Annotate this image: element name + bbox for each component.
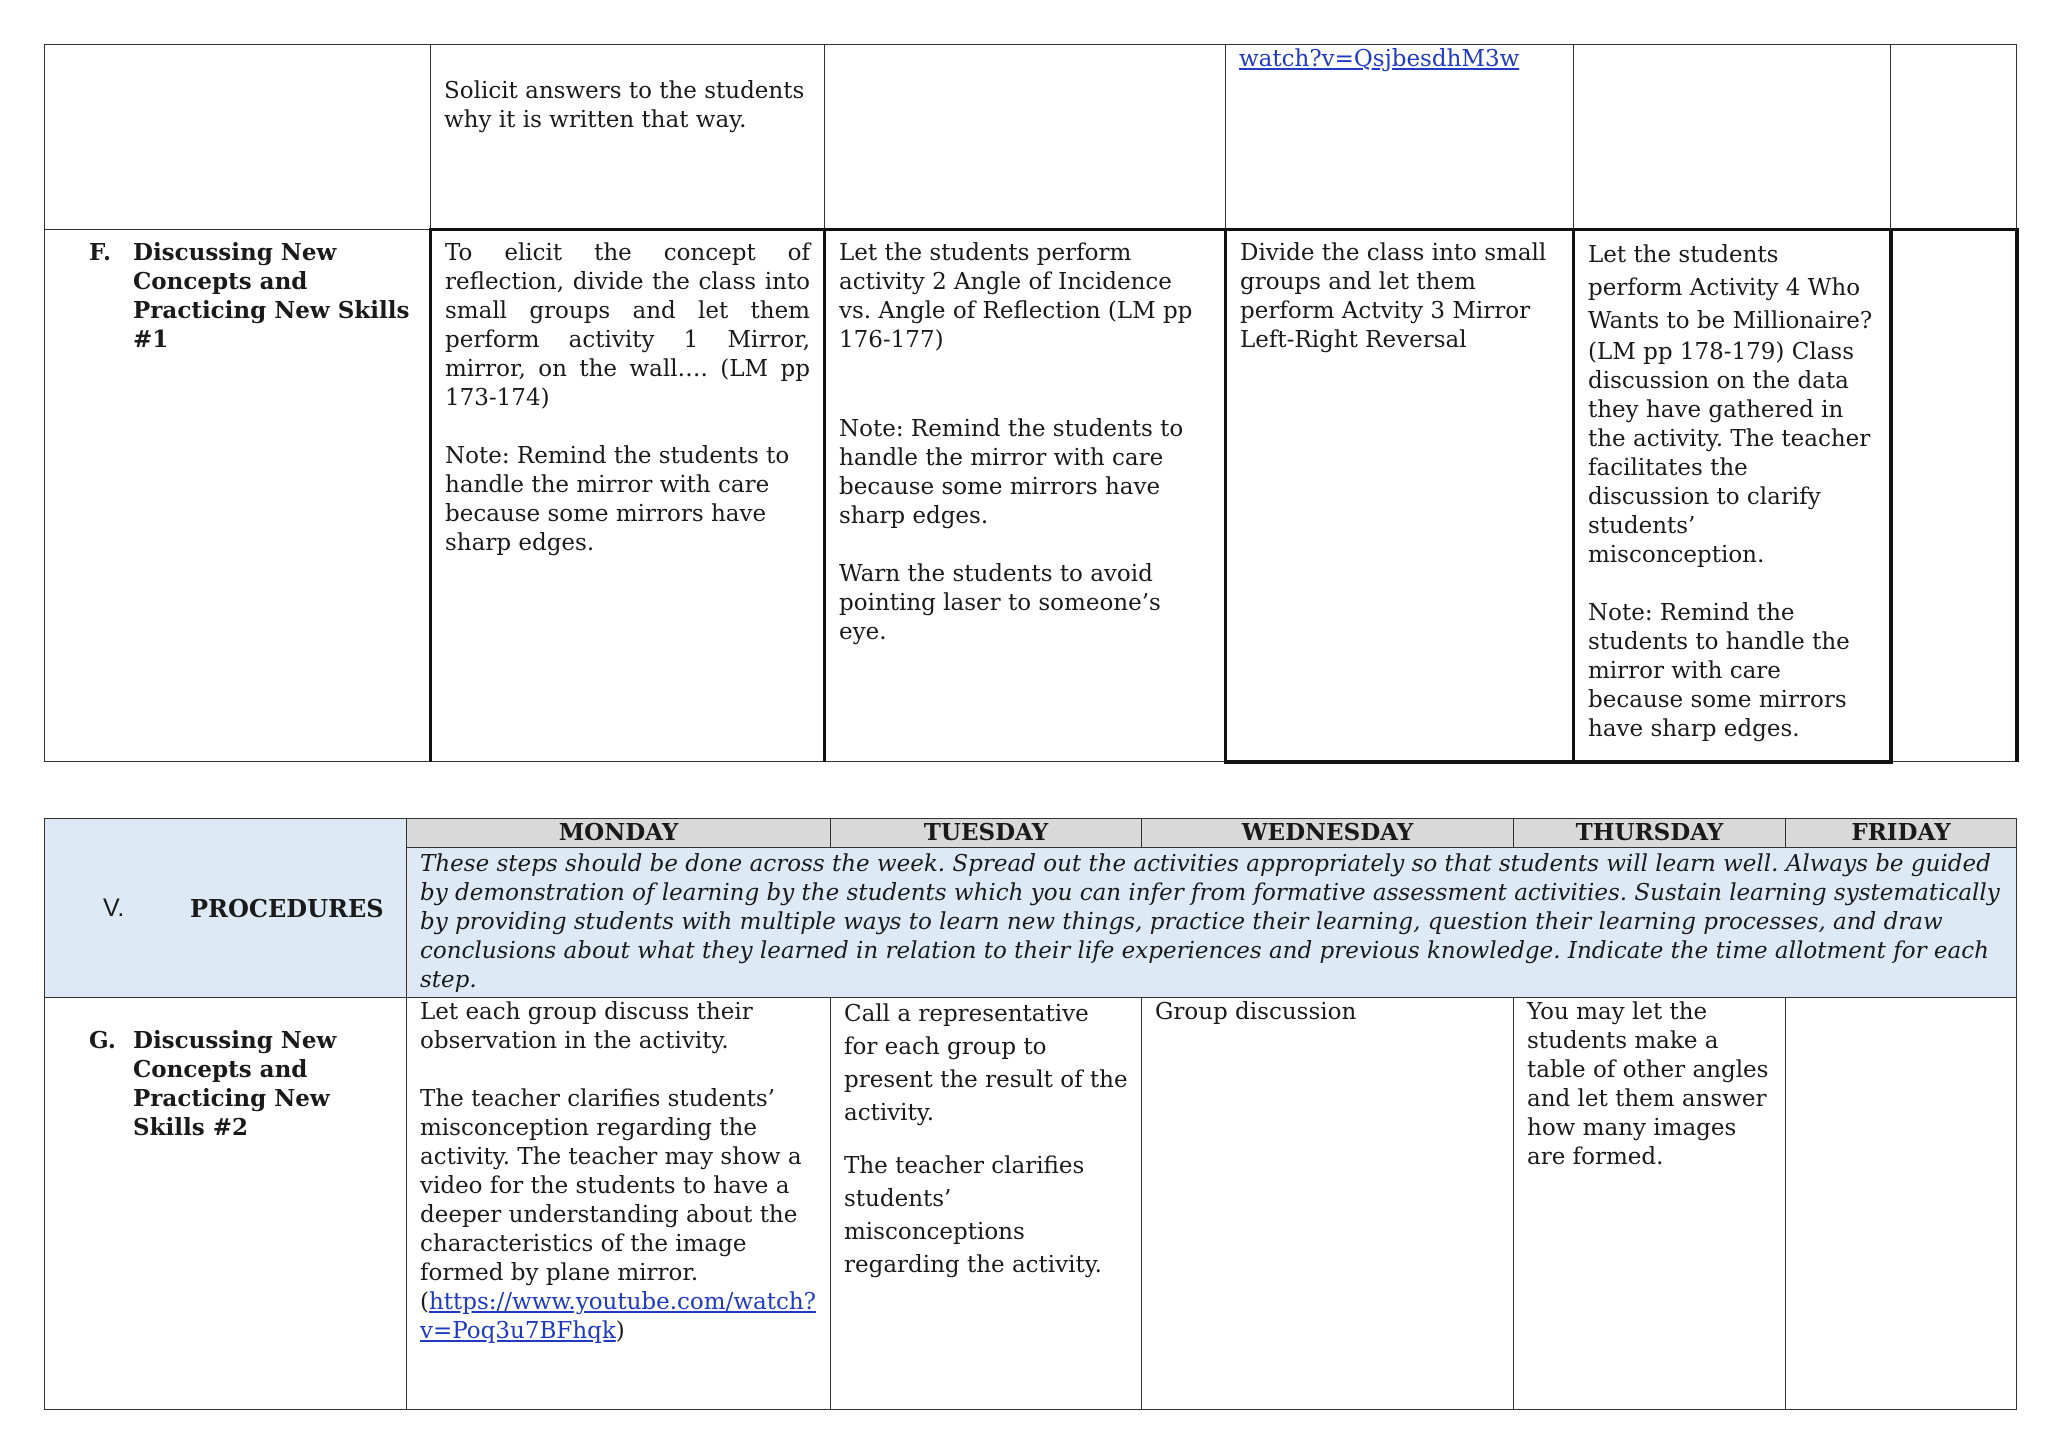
row-f-label-cell	[45, 230, 431, 762]
lesson-plan-table-top	[44, 44, 2019, 764]
row-e-wednesday-cell	[1226, 45, 1574, 230]
row-g-label	[45, 1026, 393, 1142]
row-f-monday-p2: Note: Remind the students to handle the mirror with care because some mirrors have sharp edges.	[445, 443, 790, 556]
row-f-tuesday-p3: Warn the students to avoid pointing laser to someone’s eye.	[839, 561, 1161, 645]
row-f-friday-cell	[1891, 230, 2017, 762]
row-g-title: Discussing New Concepts and Practicing New Skills #2	[133, 1027, 337, 1141]
table-row-g	[45, 998, 2017, 1410]
row-f-wednesday-p1: Divide the class into small groups and let them perform Actvity 3 Mirror Left-Right Reversal	[1240, 240, 1547, 353]
row-f-thursday-p1b: (LM pp 178-179) Class discussion on the data they have gathered in the activity. The teacher facilitates the discussion to clarify students’ misconception.	[1588, 339, 1871, 568]
row-f-monday-cell	[431, 230, 825, 762]
row-g-tuesday-cell	[831, 998, 1142, 1410]
lesson-plan-table-bottom	[44, 818, 2017, 1410]
procedures-note-cell	[407, 848, 2017, 998]
link-close-paren: )	[615, 1318, 625, 1344]
row-f-monday-p1: To elicit the concept of reflection, divide the class into small groups and let them perform activity 1 Mirror, mirror, on the wall…. (LM pp 173-174)	[445, 240, 810, 411]
row-g-tuesday-p2: The teacher clarifies students’ misconceptions regarding the activity.	[844, 1153, 1102, 1278]
row-e-label-cell	[45, 45, 431, 230]
row-f-letter: F.	[89, 239, 112, 266]
row-g-wednesday-cell	[1142, 998, 1514, 1410]
row-f-tuesday-p1: Let the students perform activity 2 Angle of Incidence vs. Angle of Reflection (LM pp 176-177)	[839, 240, 1193, 353]
row-g-monday-cell	[407, 998, 831, 1410]
row-e-tuesday-cell	[825, 45, 1226, 230]
procedures-label-cell	[45, 819, 407, 998]
header-monday: MONDAY	[407, 819, 831, 848]
row-f-label	[45, 238, 416, 354]
video-link-wednesday[interactable]: watch?v=QsjbesdhM3w	[1239, 46, 1520, 72]
row-e-thursday-cell	[1574, 45, 1891, 230]
link-open-paren: (	[420, 1289, 429, 1315]
header-thursday: THURSDAY	[1514, 819, 1786, 848]
table-row-f	[45, 230, 2017, 762]
procedures-title: PROCEDURES	[190, 893, 384, 923]
row-e-friday-cell	[1891, 45, 2017, 230]
row-g-letter: G.	[89, 1027, 116, 1054]
header-tuesday: TUESDAY	[831, 819, 1142, 848]
row-f-tuesday-cell	[825, 230, 1226, 762]
row-g-wednesday-p1: Group discussion	[1155, 999, 1357, 1025]
row-f-thursday-p1a: Let the students perform Activity 4 Who Wants to be Millionaire?	[1588, 242, 1873, 334]
row-g-monday-p2: The teacher clarifies students’ misconception regarding the activity. The teacher may show a video for the students to have a deeper understanding about the characteristics of the image formed by plane mirror.	[420, 1086, 802, 1286]
row-f-title: Discussing New Concepts and Practicing New Skills #1	[133, 239, 410, 353]
procedures-number: V.	[103, 893, 125, 922]
row-f-thursday-cell	[1574, 230, 1891, 762]
row-g-tuesday-p1: Call a representative for each group to present the result of the activity.	[844, 1001, 1128, 1126]
day-header-row	[45, 819, 2017, 848]
header-wednesday: WEDNESDAY	[1142, 819, 1514, 848]
row-g-monday-p1: Let each group discuss their observation in the activity.	[420, 999, 753, 1054]
header-friday: FRIDAY	[1786, 819, 2017, 848]
youtube-link[interactable]: https://www.youtube.com/watch?v=Poq3u7BFhqk	[420, 1289, 817, 1344]
row-e-monday-text: Solicit answers to the students why it is written that way.	[444, 78, 805, 133]
row-f-wednesday-cell	[1226, 230, 1574, 762]
row-g-thursday-cell	[1514, 998, 1786, 1410]
row-g-monday-link-line	[420, 1288, 817, 1346]
row-e-monday-cell	[431, 45, 825, 230]
row-g-label-cell	[45, 998, 407, 1410]
row-f-tuesday-p2: Note: Remind the students to handle the mirror with care because some mirrors have sharp edges.	[839, 416, 1184, 529]
row-g-friday-cell	[1786, 998, 2017, 1410]
table-row-e	[45, 45, 2017, 230]
row-g-thursday-p1: You may let the students make a table of other angles and let them answer how many images are formed.	[1527, 999, 1769, 1170]
procedures-note: These steps should be done across the week. Spread out the activities appropriately so that students will learn well. Always be guided by demonstration of learning by the students which you can infer from formative assessment activities. Sustain learning systematically by providing students with multiple ways to learn new things, practice their learning, question their learning processes, and draw conclusions about what they learned in relation to their life experiences and previous knowledge. Indicate the time allotment for each step.	[420, 851, 2000, 993]
row-f-thursday-p2: Note: Remind the students to handle the mirror with care because some mirrors have sharp edges.	[1588, 600, 1850, 742]
